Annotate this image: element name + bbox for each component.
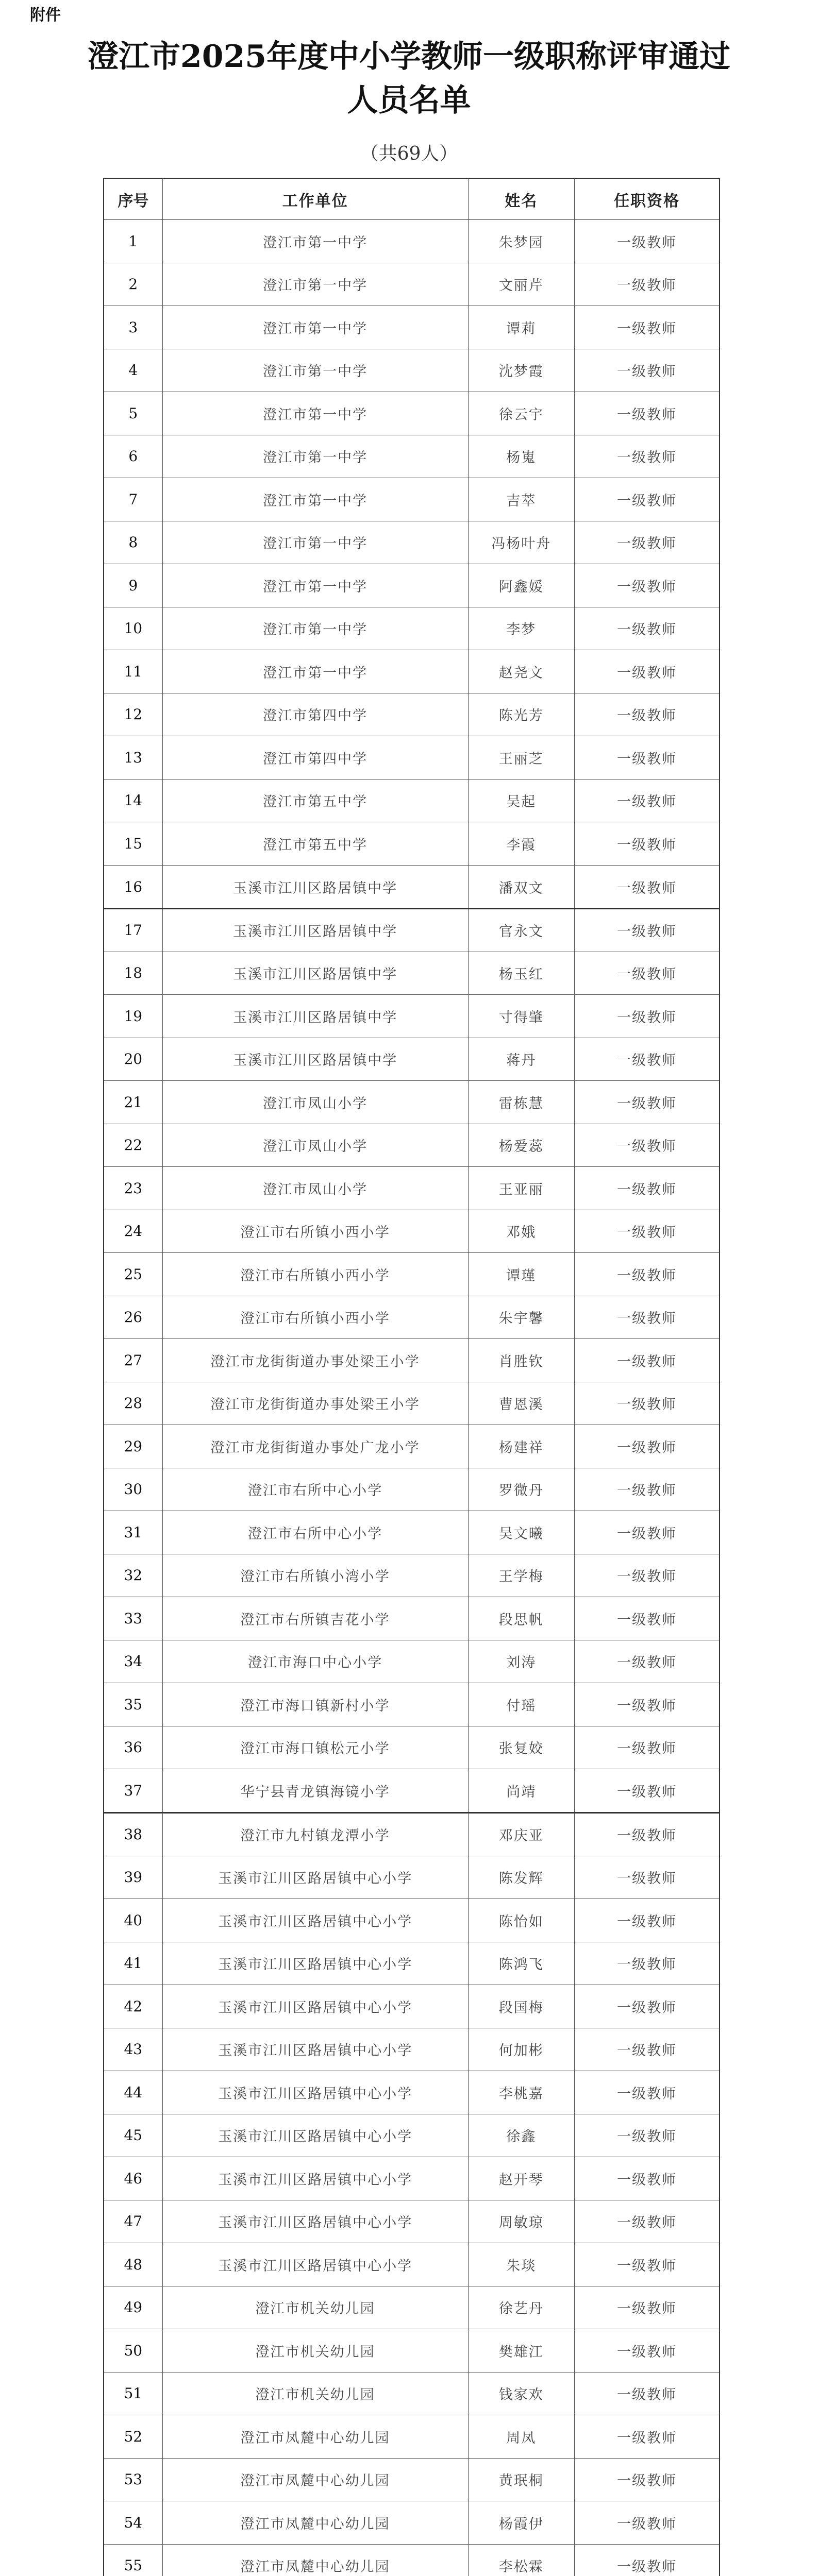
cell-number: 44 xyxy=(104,2071,163,2114)
cell-unit: 澄江市凤麓中心幼儿园 xyxy=(163,2415,469,2458)
cell-number: 54 xyxy=(104,2501,163,2544)
cell-name: 邓娥 xyxy=(469,1210,575,1253)
table-row xyxy=(104,736,719,779)
table-row xyxy=(104,779,719,823)
table-row xyxy=(104,564,719,607)
cell-qualification: 一级教师 xyxy=(616,708,677,724)
cell-name: 曹恩溪 xyxy=(469,1382,575,1425)
cell-unit: 澄江市机关幼儿园 xyxy=(163,2286,469,2329)
cell-unit: 玉溪市江川区路居镇中心小学 xyxy=(163,2028,469,2071)
cell-unit: 澄江市第一中学 xyxy=(163,564,469,607)
cell-unit: 澄江市海口镇松元小学 xyxy=(163,1726,469,1769)
cell-name: 赵尧文 xyxy=(469,650,575,693)
cell-unit: 玉溪市江川区路居镇中心小学 xyxy=(163,2114,469,2157)
cell-qualification: 一级教师 xyxy=(616,1397,677,1413)
cell-number: 52 xyxy=(104,2415,163,2458)
cell-number: 31 xyxy=(104,1511,163,1554)
cell-name: 寸得肇 xyxy=(469,995,575,1038)
cell-number: 36 xyxy=(104,1726,163,1769)
cell-unit: 玉溪市江川区路居镇中心小学 xyxy=(163,1985,469,2028)
cell-name: 朱宇馨 xyxy=(469,1296,575,1339)
cell-qualification: 一级教师 xyxy=(616,1999,677,2016)
cell-qualification: 一级教师 xyxy=(616,579,677,595)
cell-qualification: 一级教师 xyxy=(616,967,677,983)
document-title-line2: 人员名单 xyxy=(347,82,471,118)
header-no: 序号 xyxy=(104,179,163,219)
table-row xyxy=(104,1726,719,1770)
document-title: 澄江市2025年度中小学教师一级职称评审通过 xyxy=(88,39,730,75)
cell-qualification: 一级教师 xyxy=(616,1053,677,1069)
cell-number: 16 xyxy=(104,866,163,909)
cell-qualification: 一级教师 xyxy=(616,234,677,251)
cell-name: 杨霞伊 xyxy=(469,2501,575,2544)
cell-qualification: 一级教师 xyxy=(616,2301,677,2317)
cell-unit: 澄江市第四中学 xyxy=(163,693,469,736)
table-row xyxy=(104,2545,719,2576)
cell-qualification: 一级教师 xyxy=(616,2559,677,2575)
cell-qualification: 一级教师 xyxy=(616,2430,677,2446)
cell-number: 30 xyxy=(104,1468,163,1511)
cell-name: 杨建祥 xyxy=(469,1425,575,1468)
cell-name: 肖胜钦 xyxy=(469,1339,575,1382)
table-row xyxy=(104,2071,719,2114)
cell-qualification: 一级教师 xyxy=(616,2344,677,2360)
cell-qualification: 一级教师 xyxy=(616,2043,677,2059)
cell-name: 赵开琴 xyxy=(469,2157,575,2200)
cell-qualification: 一级教师 xyxy=(616,2129,677,2145)
cell-qualification: 一级教师 xyxy=(616,320,677,337)
cell-unit: 澄江市右所镇小湾小学 xyxy=(163,1554,469,1597)
cell-name: 王学梅 xyxy=(469,1554,575,1597)
table-page xyxy=(103,908,720,1814)
cell-number: 38 xyxy=(104,1813,163,1856)
cell-number: 48 xyxy=(104,2243,163,2286)
table-row xyxy=(104,2028,719,2072)
table-row xyxy=(104,1511,719,1554)
cell-qualification: 一级教师 xyxy=(616,2387,677,2403)
cell-number: 13 xyxy=(104,736,163,779)
table-row xyxy=(104,822,719,866)
table-row xyxy=(104,909,719,952)
cell-unit: 澄江市凤山小学 xyxy=(163,1081,469,1124)
cell-qualification: 一级教师 xyxy=(616,1311,677,1327)
cell-name: 段国梅 xyxy=(469,1985,575,2028)
cell-number: 47 xyxy=(104,2200,163,2243)
cell-number: 8 xyxy=(104,521,163,564)
cell-unit: 澄江市凤麓中心幼儿园 xyxy=(163,2459,469,2501)
cell-qualification: 一级教师 xyxy=(616,278,677,294)
cell-number: 4 xyxy=(104,349,163,392)
cell-name: 黄珉桐 xyxy=(469,2459,575,2501)
cell-name: 李霞 xyxy=(469,822,575,865)
cell-number: 15 xyxy=(104,822,163,865)
cell-qualification: 一级教师 xyxy=(616,1139,677,1155)
cell-qualification: 一级教师 xyxy=(616,1483,677,1499)
cell-number: 24 xyxy=(104,1210,163,1253)
cell-name: 钱家欢 xyxy=(469,2372,575,2415)
cell-number: 25 xyxy=(104,1253,163,1296)
cell-unit: 澄江市第一中学 xyxy=(163,306,469,349)
cell-unit: 玉溪市江川区路居镇中心小学 xyxy=(163,2200,469,2243)
cell-qualification: 一级教师 xyxy=(616,1655,677,1671)
table-row xyxy=(104,2459,719,2502)
table-row xyxy=(104,1856,719,1900)
table-row xyxy=(104,1554,719,1598)
cell-qualification: 一级教师 xyxy=(616,536,677,552)
cell-number: 27 xyxy=(104,1339,163,1382)
cell-qualification: 一级教师 xyxy=(616,1871,677,1887)
table-row xyxy=(104,2501,719,2545)
cell-name: 吉萃 xyxy=(469,478,575,521)
cell-qualification: 一级教师 xyxy=(616,1698,677,1714)
cell-qualification: 一级教师 xyxy=(616,493,677,509)
cell-unit: 澄江市第四中学 xyxy=(163,736,469,779)
cell-name: 尚靖 xyxy=(469,1769,575,1812)
cell-unit: 澄江市右所镇小西小学 xyxy=(163,1296,469,1339)
cell-qualification: 一级教师 xyxy=(616,1569,677,1585)
cell-qualification: 一级教师 xyxy=(616,794,677,810)
cell-qualification: 一级教师 xyxy=(616,2258,677,2274)
table-row xyxy=(104,2243,719,2286)
table-row xyxy=(104,1468,719,1512)
cell-qualification: 一级教师 xyxy=(616,923,677,940)
cell-qualification: 一级教师 xyxy=(616,1181,677,1198)
cell-number: 7 xyxy=(104,478,163,521)
cell-number: 5 xyxy=(104,392,163,435)
cell-qualification: 一级教师 xyxy=(616,1225,677,1241)
cell-unit: 澄江市第五中学 xyxy=(163,822,469,865)
table-row xyxy=(104,349,719,393)
cell-qualification: 一级教师 xyxy=(616,1267,677,1284)
table-row xyxy=(104,1985,719,2028)
cell-number: 33 xyxy=(104,1597,163,1640)
table-row xyxy=(104,1597,719,1640)
cell-number: 20 xyxy=(104,1038,163,1081)
cell-unit: 澄江市第五中学 xyxy=(163,779,469,822)
cell-name: 杨嵬 xyxy=(469,435,575,478)
cell-unit: 玉溪市江川区路居镇中学 xyxy=(163,909,469,952)
total-count: （共69人） xyxy=(360,143,458,164)
cell-name: 潘双文 xyxy=(469,866,575,909)
table-row xyxy=(104,392,719,435)
cell-unit: 澄江市机关幼儿园 xyxy=(163,2329,469,2372)
cell-unit: 澄江市第一中学 xyxy=(163,521,469,564)
table-page xyxy=(103,178,720,909)
cell-unit: 玉溪市江川区路居镇中心小学 xyxy=(163,1899,469,1942)
table-row xyxy=(104,1942,719,1986)
cell-name: 杨玉红 xyxy=(469,952,575,995)
cell-qualification: 一级教师 xyxy=(616,1009,677,1026)
cell-qualification: 一级教师 xyxy=(616,1827,677,1844)
table-row xyxy=(104,607,719,651)
header-name: 姓名 xyxy=(469,179,575,219)
cell-qualification: 一级教师 xyxy=(616,880,677,896)
cell-name: 陈鸿飞 xyxy=(469,1942,575,1985)
cell-unit: 玉溪市江川区路居镇中学 xyxy=(163,1038,469,1081)
cell-qualification: 一级教师 xyxy=(616,2473,677,2489)
cell-name: 李松霖 xyxy=(469,2545,575,2576)
cell-unit: 玉溪市江川区路居镇中心小学 xyxy=(163,1856,469,1899)
cell-number: 32 xyxy=(104,1554,163,1597)
cell-name: 冯杨叶舟 xyxy=(469,521,575,564)
cell-name: 王丽芝 xyxy=(469,736,575,779)
cell-name: 谭莉 xyxy=(469,306,575,349)
table-row xyxy=(104,263,719,307)
cell-name: 李桃嘉 xyxy=(469,2071,575,2114)
cell-number: 46 xyxy=(104,2157,163,2200)
cell-qualification: 一级教师 xyxy=(616,2516,677,2532)
attachment-label: 附件 xyxy=(30,6,61,24)
table-row xyxy=(104,1038,719,1081)
cell-unit: 玉溪市江川区路居镇中学 xyxy=(163,995,469,1038)
cell-qualification: 一级教师 xyxy=(616,622,677,638)
cell-number: 37 xyxy=(104,1769,163,1812)
cell-number: 10 xyxy=(104,607,163,650)
cell-name: 陈怡如 xyxy=(469,1899,575,1942)
cell-unit: 澄江市第一中学 xyxy=(163,478,469,521)
table-row xyxy=(104,1425,719,1468)
cell-qualification: 一级教师 xyxy=(616,1913,677,1930)
cell-name: 徐云宇 xyxy=(469,392,575,435)
table-page xyxy=(103,1812,720,2576)
cell-qualification: 一级教师 xyxy=(616,2086,677,2102)
table-row xyxy=(104,1899,719,1942)
cell-name: 罗微丹 xyxy=(469,1468,575,1511)
cell-qualification: 一级教师 xyxy=(616,1957,677,1973)
table-row xyxy=(104,220,719,263)
cell-number: 14 xyxy=(104,779,163,822)
cell-unit: 澄江市海口镇新村小学 xyxy=(163,1683,469,1726)
table-row xyxy=(104,1124,719,1167)
cell-name: 阿鑫媛 xyxy=(469,564,575,607)
cell-qualification: 一级教师 xyxy=(616,450,677,466)
cell-number: 50 xyxy=(104,2329,163,2372)
cell-name: 朱琰 xyxy=(469,2243,575,2286)
table-row xyxy=(104,1683,719,1726)
cell-name: 朱梦园 xyxy=(469,220,575,263)
cell-unit: 玉溪市江川区路居镇中心小学 xyxy=(163,2157,469,2200)
cell-number: 40 xyxy=(104,1899,163,1942)
table-row xyxy=(104,2157,719,2200)
cell-number: 19 xyxy=(104,995,163,1038)
cell-name: 付瑶 xyxy=(469,1683,575,1726)
table-row xyxy=(104,1382,719,1426)
cell-unit: 澄江市右所中心小学 xyxy=(163,1511,469,1554)
cell-qualification: 一级教师 xyxy=(616,1526,677,1542)
cell-qualification: 一级教师 xyxy=(616,2172,677,2188)
cell-qualification: 一级教师 xyxy=(616,1353,677,1370)
cell-name: 陈发辉 xyxy=(469,1856,575,1899)
cell-number: 39 xyxy=(104,1856,163,1899)
table-row xyxy=(104,650,719,693)
table-row xyxy=(104,2415,719,2459)
cell-name: 张复姣 xyxy=(469,1726,575,1769)
table-row xyxy=(104,2372,719,2416)
cell-name: 杨爱蕊 xyxy=(469,1124,575,1167)
table-row xyxy=(104,478,719,521)
cell-name: 文丽芹 xyxy=(469,263,575,306)
cell-number: 28 xyxy=(104,1382,163,1425)
cell-qualification: 一级教师 xyxy=(616,1612,677,1628)
cell-unit: 澄江市九村镇龙潭小学 xyxy=(163,1813,469,1856)
cell-unit: 澄江市海口中心小学 xyxy=(163,1640,469,1683)
cell-qualification: 一级教师 xyxy=(616,1439,677,1456)
cell-unit: 澄江市凤山小学 xyxy=(163,1124,469,1167)
cell-unit: 澄江市第一中学 xyxy=(163,392,469,435)
cell-number: 18 xyxy=(104,952,163,995)
cell-number: 29 xyxy=(104,1425,163,1468)
table-header xyxy=(104,179,719,220)
table-row xyxy=(104,521,719,565)
table-row xyxy=(104,1081,719,1124)
cell-unit: 华宁县青龙镇海镜小学 xyxy=(163,1769,469,1812)
cell-name: 段思帆 xyxy=(469,1597,575,1640)
cell-qualification: 一级教师 xyxy=(616,406,677,423)
table-row xyxy=(104,1813,719,1856)
cell-name: 何加彬 xyxy=(469,2028,575,2071)
cell-qualification: 一级教师 xyxy=(616,837,677,853)
cell-name: 吴起 xyxy=(469,779,575,822)
header-unit: 工作单位 xyxy=(163,179,469,219)
cell-number: 3 xyxy=(104,306,163,349)
table-row xyxy=(104,1253,719,1296)
cell-number: 2 xyxy=(104,263,163,306)
table-row xyxy=(104,2286,719,2330)
cell-unit: 玉溪市江川区路居镇中学 xyxy=(163,866,469,909)
cell-name: 谭瑾 xyxy=(469,1253,575,1296)
table-row xyxy=(104,693,719,737)
cell-name: 樊雄江 xyxy=(469,2329,575,2372)
cell-number: 53 xyxy=(104,2459,163,2501)
table-row xyxy=(104,435,719,479)
cell-unit: 澄江市第一中学 xyxy=(163,607,469,650)
table-row xyxy=(104,1167,719,1210)
table-row xyxy=(104,1640,719,1684)
cell-number: 1 xyxy=(104,220,163,263)
cell-number: 26 xyxy=(104,1296,163,1339)
table-row xyxy=(104,1339,719,1382)
cell-unit: 澄江市右所镇小西小学 xyxy=(163,1253,469,1296)
cell-name: 陈光芳 xyxy=(469,693,575,736)
cell-number: 11 xyxy=(104,650,163,693)
cell-number: 43 xyxy=(104,2028,163,2071)
table-row xyxy=(104,1769,719,1812)
table-row xyxy=(104,2114,719,2158)
cell-name: 吴文曦 xyxy=(469,1511,575,1554)
cell-unit: 澄江市第一中学 xyxy=(163,263,469,306)
cell-name: 邓庆亚 xyxy=(469,1813,575,1856)
cell-name: 官永文 xyxy=(469,909,575,952)
cell-qualification: 一级教师 xyxy=(616,1784,677,1801)
header-qual: 任职资格 xyxy=(613,192,680,210)
cell-name: 李梦 xyxy=(469,607,575,650)
cell-qualification: 一级教师 xyxy=(616,751,677,767)
cell-number: 45 xyxy=(104,2114,163,2157)
cell-number: 41 xyxy=(104,1942,163,1985)
cell-qualification: 一级教师 xyxy=(616,2215,677,2231)
cell-unit: 澄江市第一中学 xyxy=(163,435,469,478)
cell-number: 55 xyxy=(104,2545,163,2576)
cell-name: 周凤 xyxy=(469,2415,575,2458)
table-row xyxy=(104,866,719,909)
cell-name: 王亚丽 xyxy=(469,1167,575,1210)
cell-unit: 澄江市凤麓中心幼儿园 xyxy=(163,2545,469,2576)
cell-unit: 澄江市凤麓中心幼儿园 xyxy=(163,2501,469,2544)
cell-unit: 澄江市第一中学 xyxy=(163,650,469,693)
cell-qualification: 一级教师 xyxy=(616,1095,677,1112)
table-row xyxy=(104,306,719,349)
cell-number: 21 xyxy=(104,1081,163,1124)
cell-number: 23 xyxy=(104,1167,163,1210)
cell-qualification: 一级教师 xyxy=(616,364,677,380)
cell-unit: 澄江市龙街街道办事处梁王小学 xyxy=(163,1339,469,1382)
cell-qualification: 一级教师 xyxy=(616,665,677,681)
table-row xyxy=(104,952,719,995)
cell-unit: 澄江市龙街街道办事处梁王小学 xyxy=(163,1382,469,1425)
cell-unit: 澄江市第一中学 xyxy=(163,349,469,392)
cell-number: 42 xyxy=(104,1985,163,2028)
cell-unit: 澄江市机关幼儿园 xyxy=(163,2372,469,2415)
cell-number: 17 xyxy=(104,909,163,952)
cell-unit: 澄江市龙街街道办事处广龙小学 xyxy=(163,1425,469,1468)
cell-unit: 玉溪市江川区路居镇中心小学 xyxy=(163,1942,469,1985)
cell-unit: 澄江市凤山小学 xyxy=(163,1167,469,1210)
cell-name: 刘涛 xyxy=(469,1640,575,1683)
table-row xyxy=(104,1296,719,1340)
table-row xyxy=(104,995,719,1038)
table-row xyxy=(104,1210,719,1253)
cell-number: 9 xyxy=(104,564,163,607)
cell-number: 34 xyxy=(104,1640,163,1683)
cell-unit: 澄江市右所中心小学 xyxy=(163,1468,469,1511)
cell-name: 徐鑫 xyxy=(469,2114,575,2157)
cell-number: 6 xyxy=(104,435,163,478)
cell-number: 22 xyxy=(104,1124,163,1167)
cell-number: 12 xyxy=(104,693,163,736)
table-row xyxy=(104,2329,719,2372)
cell-unit: 澄江市右所镇小西小学 xyxy=(163,1210,469,1253)
cell-name: 周敏琼 xyxy=(469,2200,575,2243)
cell-name: 蒋丹 xyxy=(469,1038,575,1081)
table-row xyxy=(104,2200,719,2244)
cell-name: 徐艺丹 xyxy=(469,2286,575,2329)
cell-unit: 玉溪市江川区路居镇中心小学 xyxy=(163,2243,469,2286)
cell-unit: 澄江市第一中学 xyxy=(163,220,469,263)
cell-number: 49 xyxy=(104,2286,163,2329)
cell-name: 雷栋慧 xyxy=(469,1081,575,1124)
cell-unit: 玉溪市江川区路居镇中学 xyxy=(163,952,469,995)
cell-unit: 澄江市右所镇吉花小学 xyxy=(163,1597,469,1640)
cell-qualification: 一级教师 xyxy=(616,1741,677,1757)
cell-number: 51 xyxy=(104,2372,163,2415)
cell-name: 沈梦霞 xyxy=(469,349,575,392)
cell-number: 35 xyxy=(104,1683,163,1726)
cell-unit: 玉溪市江川区路居镇中心小学 xyxy=(163,2071,469,2114)
